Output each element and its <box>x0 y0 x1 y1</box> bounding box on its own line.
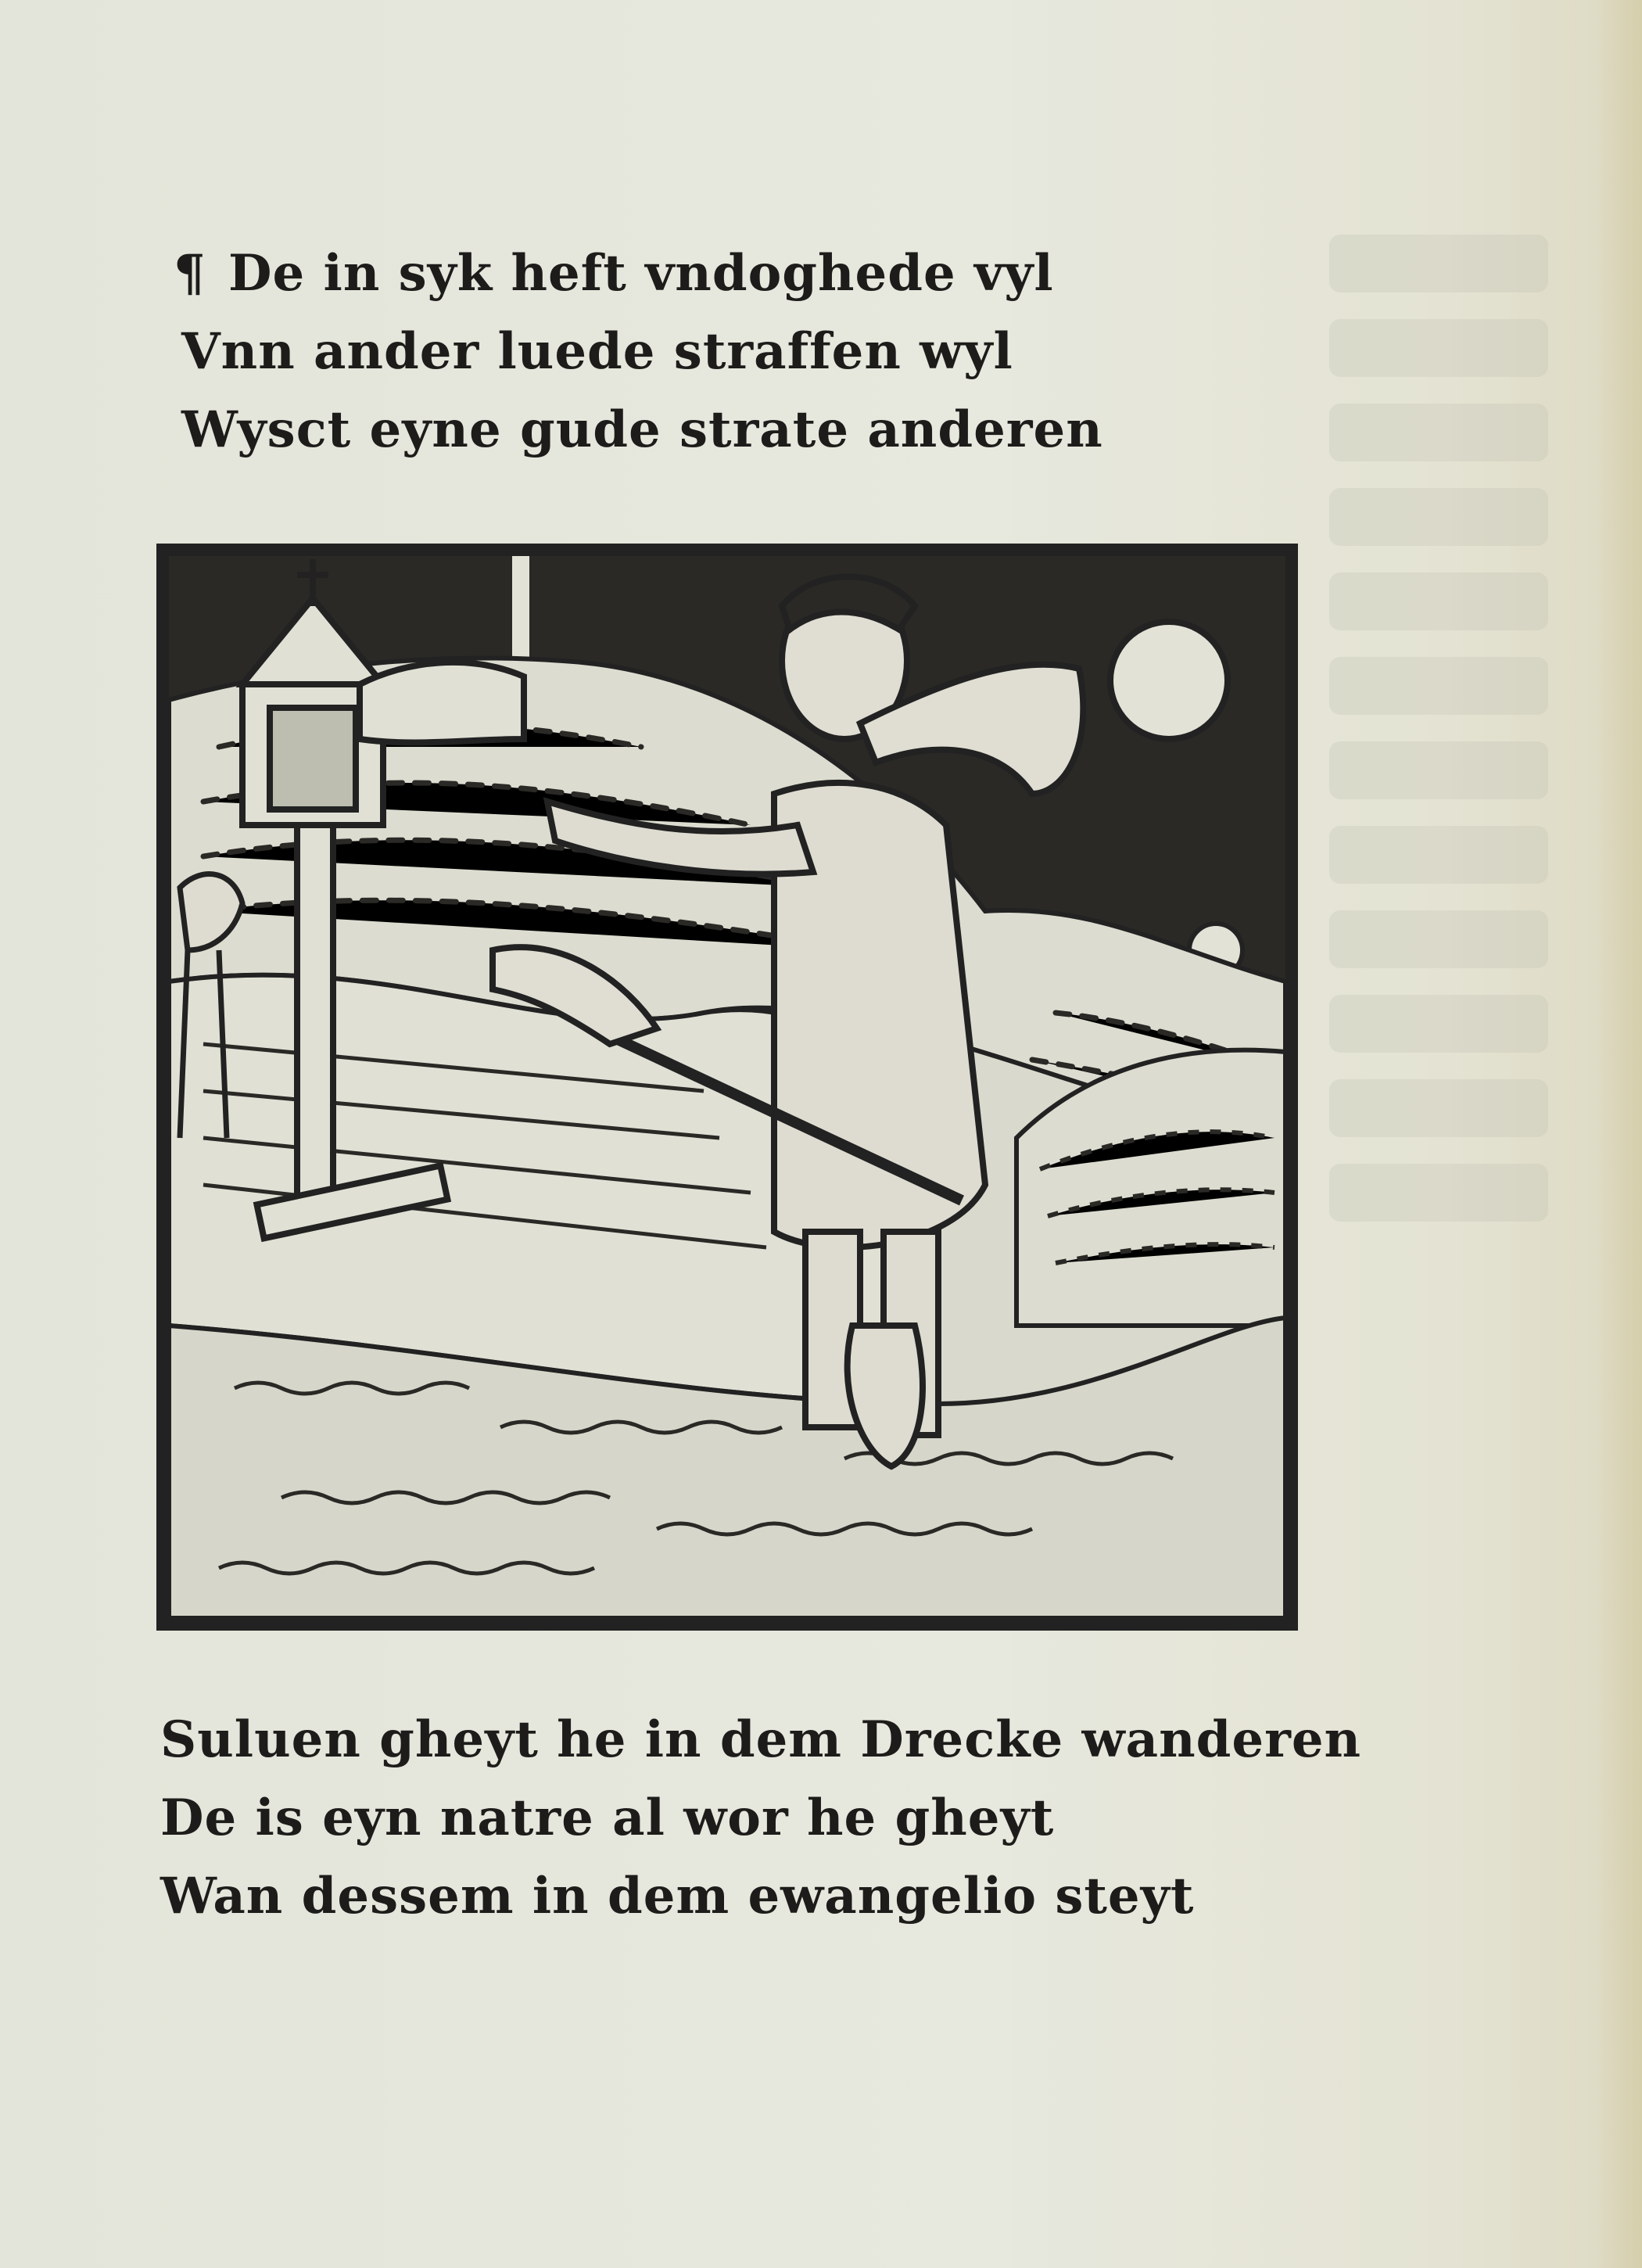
verse-bottom-line-1: Suluen gheyt he in dem Drecke wanderen <box>160 1710 1362 1769</box>
verse-bottom <box>160 1701 1361 1936</box>
show-through-text <box>1329 235 1548 1251</box>
verse-top-line-1: ¶ De in syk heft vndoghede vyl <box>181 235 1103 313</box>
verse-top-line-3: Wysct eyne gude strate anderen <box>181 400 1103 459</box>
pilcrow-mark: ¶ <box>174 244 206 303</box>
verse-bottom-line-3: Wan dessem in dem ewangelio steyt <box>160 1867 1195 1925</box>
page-edge-shadow <box>1595 0 1642 2268</box>
verse-top-line-2: Vnn ander luede straffen wyl <box>181 322 1013 381</box>
verse-top <box>174 235 1103 469</box>
woodcut-illustration <box>156 544 1298 1631</box>
verse-bottom-line-2: De is eyn natre al wor he gheyt <box>160 1789 1055 1847</box>
